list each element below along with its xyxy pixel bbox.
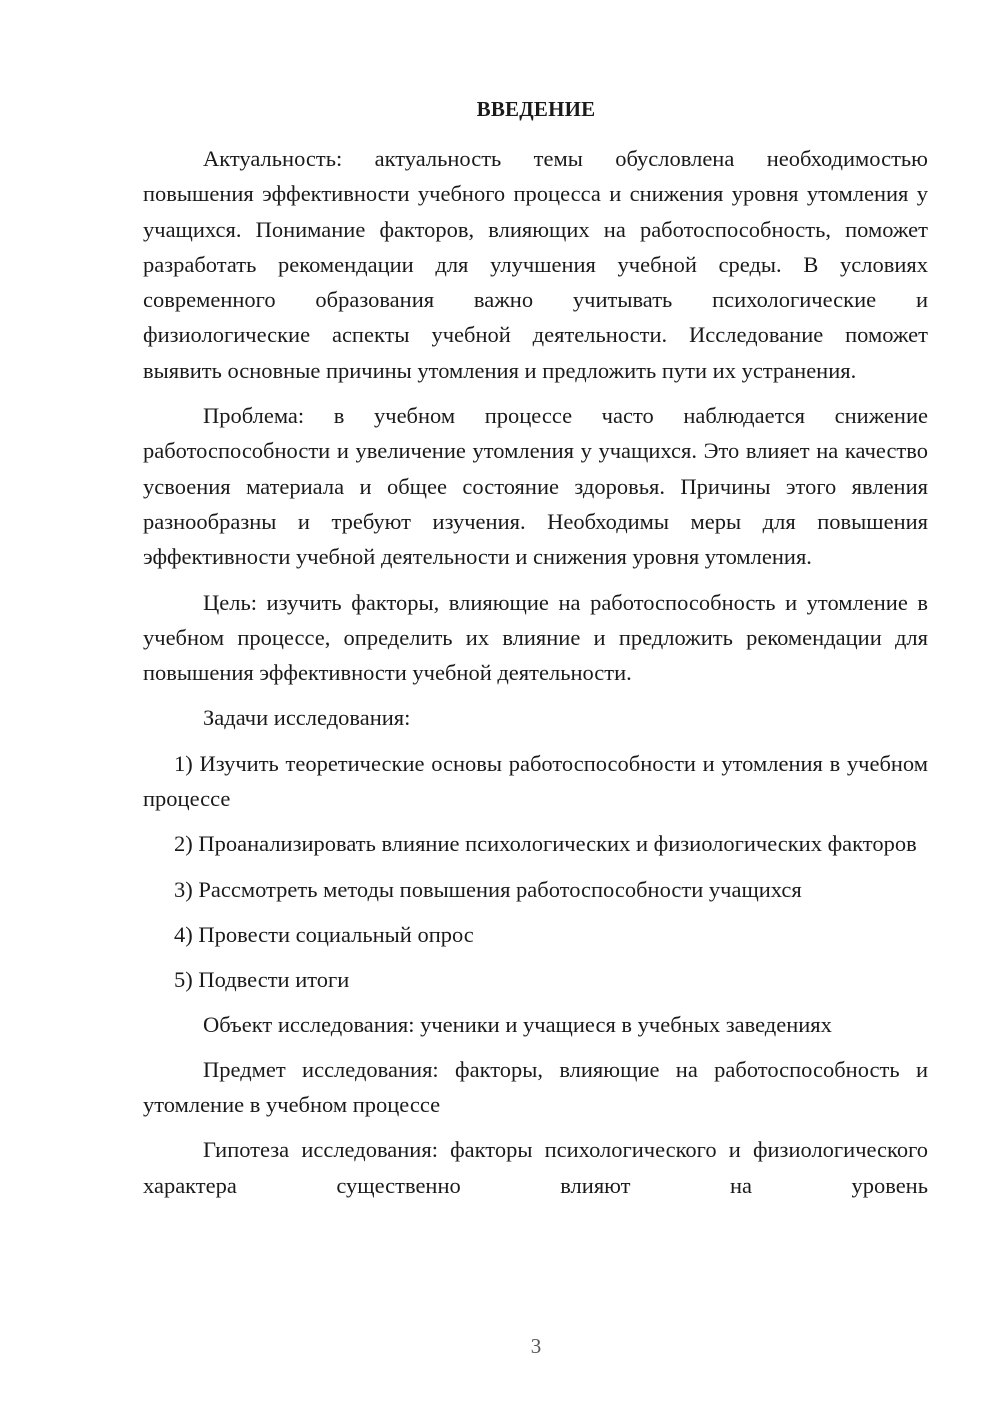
task-item-4: 4) Провести социальный опрос (174, 921, 474, 947)
problem-paragraph: Проблема: в учебном процессе часто наблюдается снижение работоспособности и увеличение утомления у учащихся. Это влияет на качество усвоения материала и общее состояние здоровья. Причины этого явления разнообразны и требуют изучения. Необходимы меры для повышения эффективности учебной деятельности и снижения уровня утомления. (143, 403, 928, 570)
page-number: 3 (530, 1334, 542, 1358)
object-paragraph: Объект исследования: ученики и учащиеся в учебных заведениях (203, 1011, 832, 1037)
page-title: ВВЕДЕНИЕ (476, 97, 596, 121)
relevance-paragraph: Актуальность: актуальность темы обусловлена необходимостью повышения эффективности учебного процесса и снижения уровня утомления у учащихся. Понимание факторов, влияющих на работоспособность, поможет разработать рекомендации для улучшения учебной среды. В условиях современного образования важно учитывать психологические и физиологические аспекты учебной деятельности. Исследование поможет выявить основные причины утомления и предложить пути их устранения. (143, 146, 928, 383)
goal-paragraph: Цель: изучить факторы, влияющие на работоспособность и утомление в учебном процессе, определить их влияние и предложить рекомендации для повышения эффективности учебной деятельности. (143, 589, 928, 686)
task-item-2: 2) Проанализировать влияние психологических и физиологических факторов (174, 831, 917, 857)
tasks-heading: Задачи исследования: (203, 705, 411, 731)
subject-paragraph: Предмет исследования: факторы, влияющие на работоспособность и утомление в учебном процессе (143, 1056, 928, 1118)
task-item-1: 1) Изучить теоретические основы работоспособности и утомления в учебном процессе (143, 750, 928, 812)
document-body (143, 141, 928, 1203)
hypothesis-paragraph: Гипотеза исследования: факторы психологического и физиологического характера существенно влияют на уровень (143, 1137, 928, 1198)
task-item-5: 5) Подвести итоги (174, 967, 350, 993)
task-item-3: 3) Рассмотреть методы повышения работоспособности учащихся (174, 876, 802, 902)
